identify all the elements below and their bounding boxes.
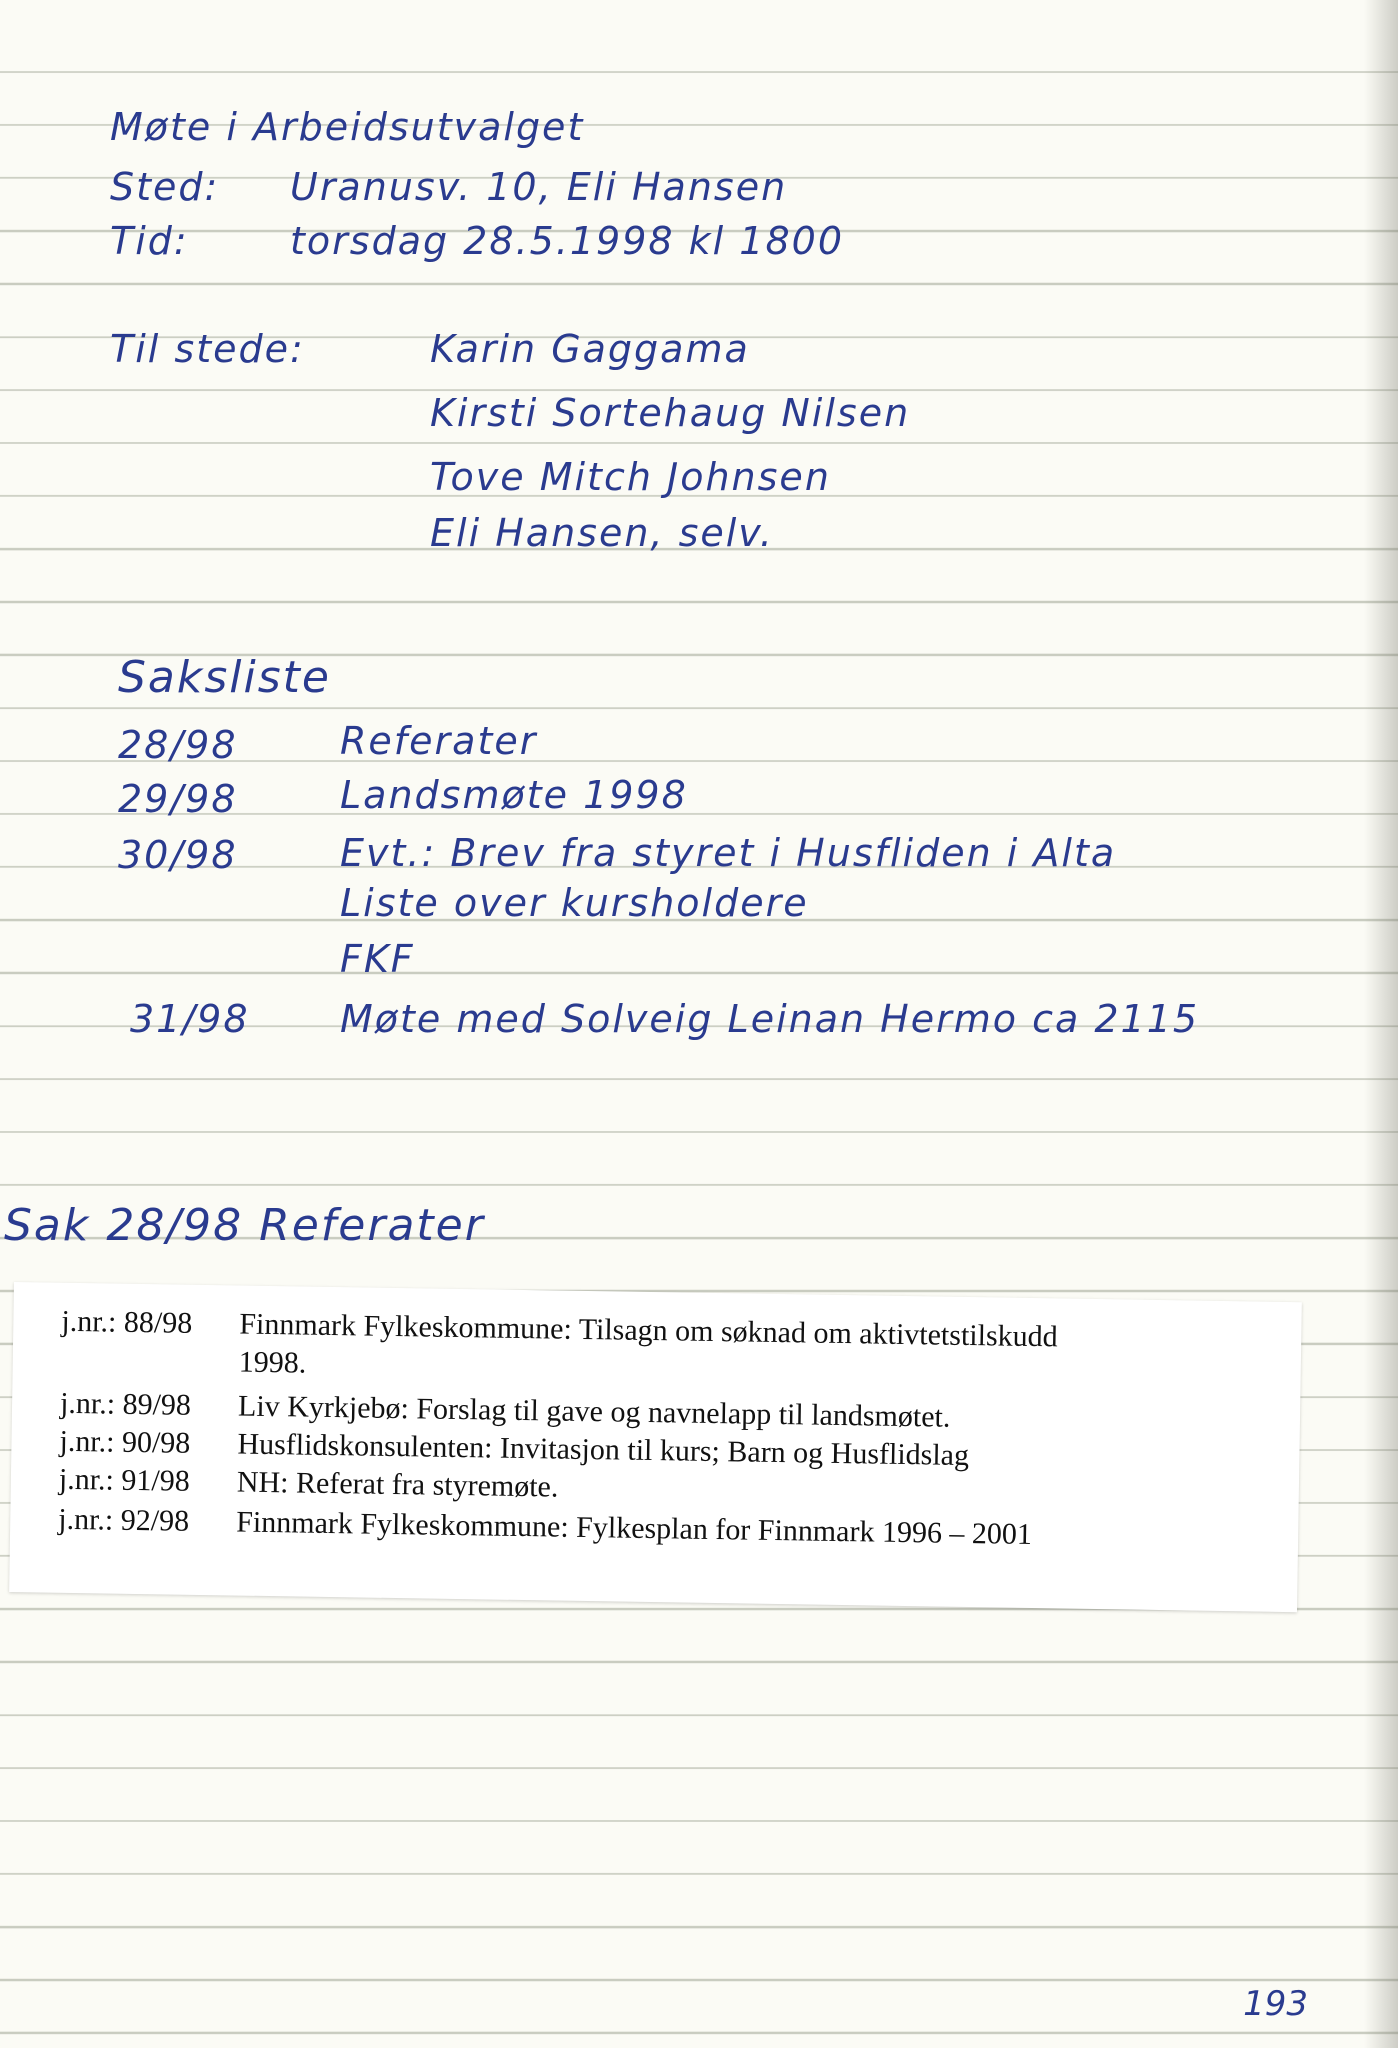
agenda-number: 28/98 [118,723,238,767]
journal-number: j.nr.: 88/98 [61,1304,193,1340]
agenda-title: Saksliste [118,652,331,703]
journal-number: j.nr.: 90/98 [59,1424,191,1460]
attendee-name: Tove Mitch Johnsen [430,455,831,499]
attendee-name: Eli Hansen, selv. [430,511,774,555]
journal-text: Finnmark Fylkeskommune: Tilsagn om søknad om aktivtetstilskudd [239,1307,1058,1354]
agenda-number: 31/98 [130,997,250,1041]
journal-text: 1998. [238,1345,307,1380]
page-number: 193 [1243,1984,1308,2024]
pasted-reference-slip [9,1282,1302,1612]
agenda-text: Møte med Solveig Leinan Hermo ca 2115 [340,997,1200,1041]
agenda-text: Evt.: Brev fra styret i Husfliden i Alta [340,831,1117,875]
journal-text: NH: Referat fra styremøte. [236,1465,559,1504]
agenda-text: Liste over kursholdere [340,881,809,925]
attendee-name: Karin Gaggama [430,327,750,371]
case-heading: Sak 28/98 Referater [4,1200,485,1251]
agenda-text: Landsmøte 1998 [340,773,688,817]
slip-row [58,1503,1032,1552]
journal-number: j.nr.: 91/98 [58,1462,190,1498]
journal-text: Liv Kyrkjebø: Forslag til gave og navnelapp til landsmøtet. [237,1389,951,1434]
slip-row [61,1343,307,1381]
time-label: Tid: [110,219,189,263]
agenda-text: FKF [340,937,415,981]
journal-number: j.nr.: 89/98 [59,1386,192,1422]
journal-number: j.nr.: 92/98 [58,1502,190,1538]
attendance-label: Til stede: [110,327,305,371]
agenda-number: 30/98 [118,833,238,877]
meeting-title: Møte i Arbeidsutvalget [110,105,585,149]
agenda-number: 29/98 [118,777,238,821]
journal-text: Husflidskonsulenten: Invitasjon til kurs; Barn og Husflidslag [237,1427,970,1473]
journal-number [61,1369,239,1372]
agenda-text: Referater [340,719,538,763]
attendee-name: Kirsti Sortehaug Nilsen [430,391,911,435]
place-value: Uranusv. 10, Eli Hansen [290,165,788,209]
journal-text: Finnmark Fylkeskommune: Fylkesplan for Finnmark 1996 – 2001 [235,1505,1033,1552]
time-value: torsdag 28.5.1998 kl 1800 [290,219,845,263]
page-edge-shadow [1364,0,1398,2048]
place-label: Sted: [110,165,220,209]
slip-row [59,1463,559,1505]
